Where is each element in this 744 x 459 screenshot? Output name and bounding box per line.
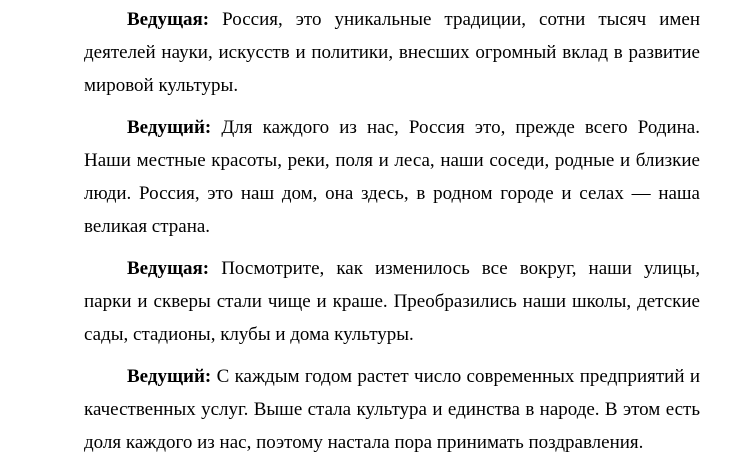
- dialogue-paragraph: [84, 252, 700, 351]
- speaker-label: Ведущая:: [127, 258, 210, 279]
- dialogue-paragraph: [84, 111, 700, 243]
- dialogue-paragraph: [84, 360, 700, 459]
- speaker-label: Ведущая:: [127, 9, 210, 30]
- paragraph-text: Россия, это уникальные традиции, сотни тысяч имен деятелей науки, искусств и политики, внесших огромный вклад в развитие мировой культуры.: [84, 9, 700, 96]
- paragraph-text: Посмотрите, как изменилось все вокруг, наши улицы, парки и скверы стали чище и краше. Преобразились наши школы, детские сады, стадионы, клубы и дома культуры.: [84, 258, 701, 345]
- paragraph-text: С каждым годом растет число современных предприятий и качественных услуг. Выше стала культура и единства в народе. В этом есть доля каждого из нас, поэтому настала пора принимать поздравления.: [84, 366, 701, 453]
- dialogue-paragraph: [84, 3, 700, 102]
- speaker-label: Ведущий:: [127, 117, 212, 138]
- paragraph-text: Для каждого из нас, Россия это, прежде всего Родина. Наши местные красоты, реки, поля и леса, наши соседи, родные и близкие люди. Россия, это наш дом, она здесь, в родном городе и селах — наша великая страна.: [84, 117, 700, 237]
- speaker-label: Ведущий:: [127, 366, 212, 387]
